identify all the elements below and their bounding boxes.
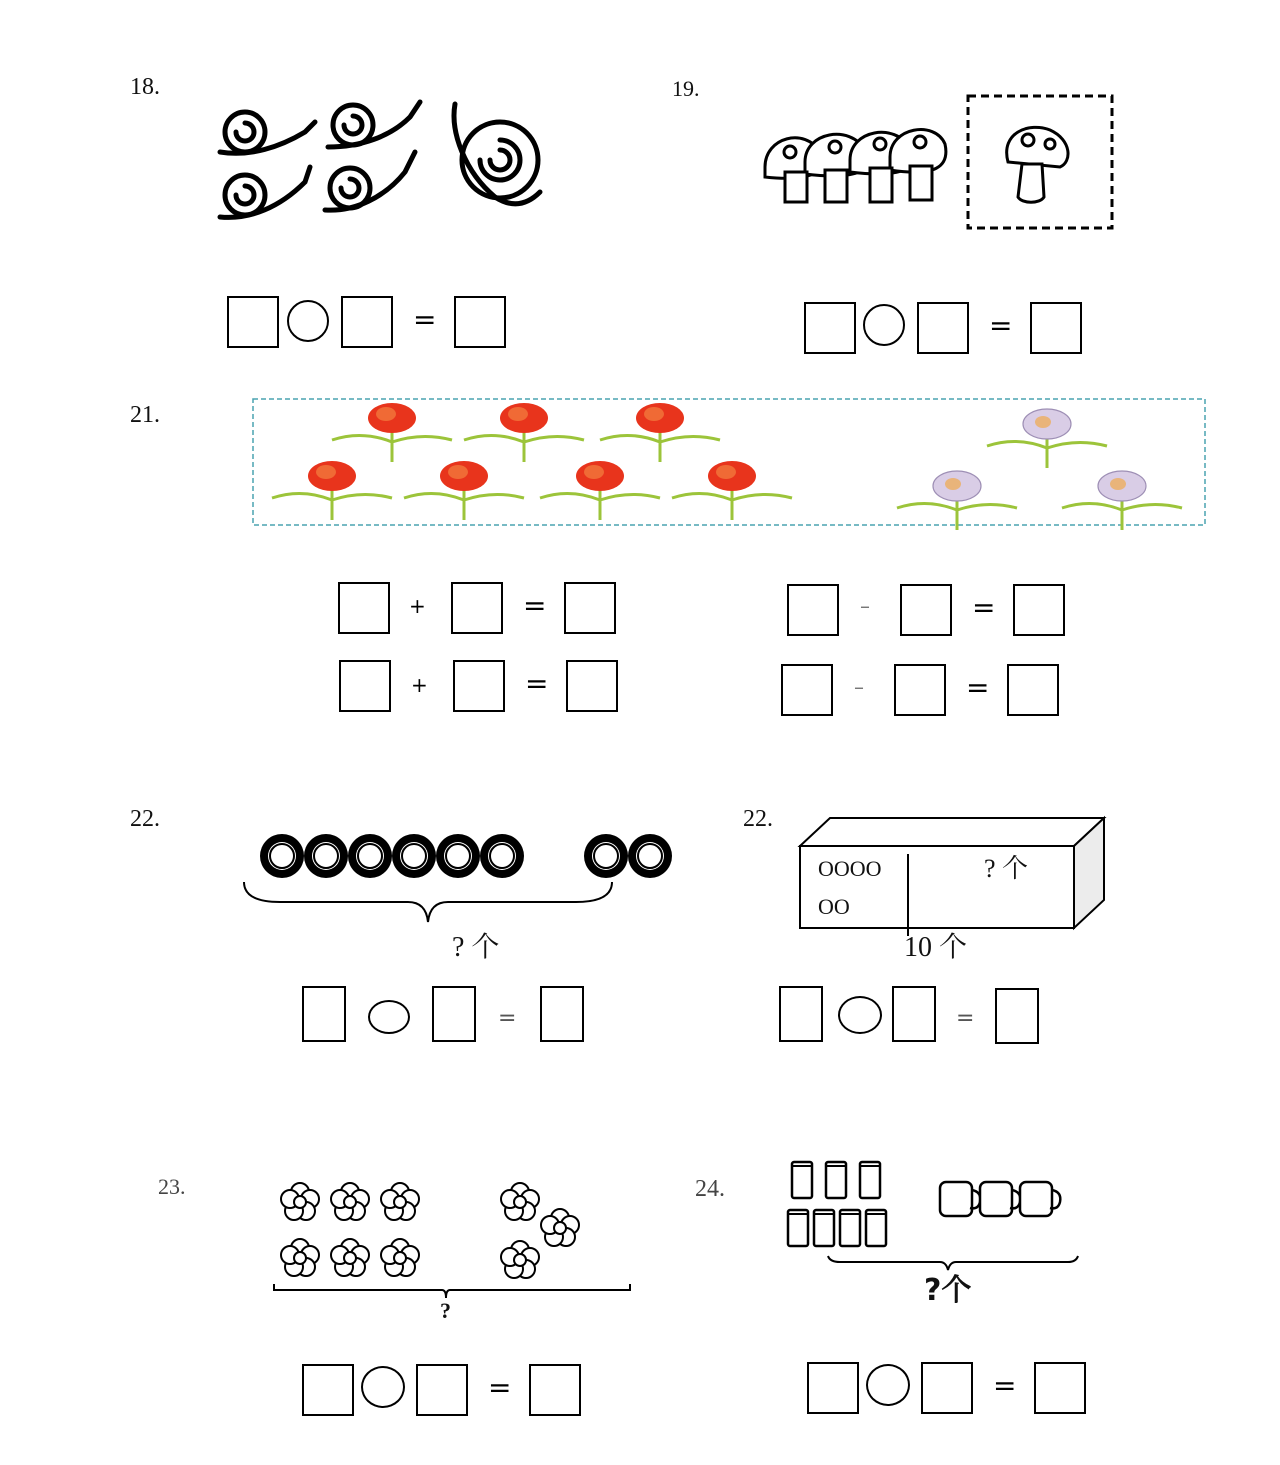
equals-sign: = [966, 671, 990, 704]
answer-box[interactable] [995, 988, 1039, 1044]
answer-box[interactable] [302, 1364, 354, 1416]
red-rose [404, 461, 524, 520]
total-label: ? [440, 1298, 451, 1323]
question-number-19: 19. [672, 76, 700, 101]
pale-rose [1062, 471, 1182, 530]
equals-sign: = [523, 589, 547, 622]
total-label: 10 个 [904, 932, 968, 963]
equals-sign: = [488, 1371, 512, 1404]
answer-box[interactable] [892, 986, 936, 1042]
answer-box[interactable] [416, 1364, 468, 1416]
answer-box[interactable] [341, 296, 393, 348]
red-rose [272, 461, 392, 520]
red-rose [600, 403, 720, 462]
spiky-balls-illustration [240, 826, 680, 930]
dots-row-1: OOOO [818, 856, 882, 881]
total-label: ? 个 [452, 932, 500, 963]
answer-box[interactable] [566, 660, 618, 712]
answer-box[interactable] [454, 296, 506, 348]
question-number-22-b: 22. [743, 806, 773, 832]
answer-box[interactable] [302, 986, 346, 1042]
pale-rose [897, 471, 1017, 530]
total-label: ?个 [924, 1273, 972, 1308]
cups-illustration [784, 1158, 1084, 1278]
equals-sign: = [989, 309, 1013, 342]
dots-row-2: OO [818, 894, 850, 919]
equals-sign: = [413, 303, 437, 336]
answer-box[interactable] [807, 1362, 859, 1414]
equals-sign: = [498, 1006, 517, 1031]
question-number-21: 21. [130, 402, 160, 428]
answer-box[interactable] [894, 664, 946, 716]
flowers-outline-illustration [270, 1172, 640, 1322]
red-rose [332, 403, 452, 462]
answer-box[interactable] [1013, 584, 1065, 636]
operator-circle[interactable] [866, 1364, 910, 1406]
operator-circle[interactable] [287, 300, 329, 342]
equals-sign: = [956, 1006, 975, 1031]
question-number-22: 22. [130, 806, 160, 832]
flowers-illustration [252, 398, 1206, 526]
red-rose [672, 461, 792, 520]
answer-box[interactable] [338, 582, 390, 634]
answer-box[interactable] [804, 302, 856, 354]
unknown-label: ? 个 [984, 854, 1029, 883]
answer-box[interactable] [339, 660, 391, 712]
plus-sign: + [409, 594, 426, 618]
question-number-24: 24. [695, 1176, 725, 1202]
minus-sign: – [860, 594, 870, 618]
answer-box[interactable] [1007, 664, 1059, 716]
answer-box[interactable] [1034, 1362, 1086, 1414]
answer-box[interactable] [529, 1364, 581, 1416]
question-number-18: 18. [130, 74, 160, 100]
red-rose [464, 403, 584, 462]
answer-box[interactable] [451, 582, 503, 634]
equals-sign: = [525, 667, 549, 700]
minus-sign: – [854, 675, 864, 699]
question-number-23: 23. [158, 1174, 186, 1199]
snails-illustration [210, 92, 550, 227]
operator-circle[interactable] [361, 1366, 405, 1408]
answer-box[interactable] [432, 986, 476, 1042]
answer-box[interactable] [540, 986, 584, 1042]
equals-sign: = [993, 1369, 1017, 1402]
answer-box[interactable] [900, 584, 952, 636]
answer-box[interactable] [921, 1362, 973, 1414]
mushrooms-illustration [760, 92, 1120, 232]
red-rose [540, 461, 660, 520]
operator-circle[interactable] [838, 996, 882, 1034]
answer-box[interactable] [787, 584, 839, 636]
operator-circle[interactable] [863, 304, 905, 346]
equals-sign: = [972, 591, 996, 624]
answer-box[interactable] [781, 664, 833, 716]
answer-box[interactable] [779, 986, 823, 1042]
answer-box[interactable] [453, 660, 505, 712]
answer-box[interactable] [1030, 302, 1082, 354]
answer-box[interactable] [564, 582, 616, 634]
plus-sign: + [411, 673, 428, 697]
answer-box[interactable] [227, 296, 279, 348]
answer-box[interactable] [917, 302, 969, 354]
pale-rose [987, 409, 1107, 468]
operator-circle[interactable] [368, 1000, 410, 1034]
